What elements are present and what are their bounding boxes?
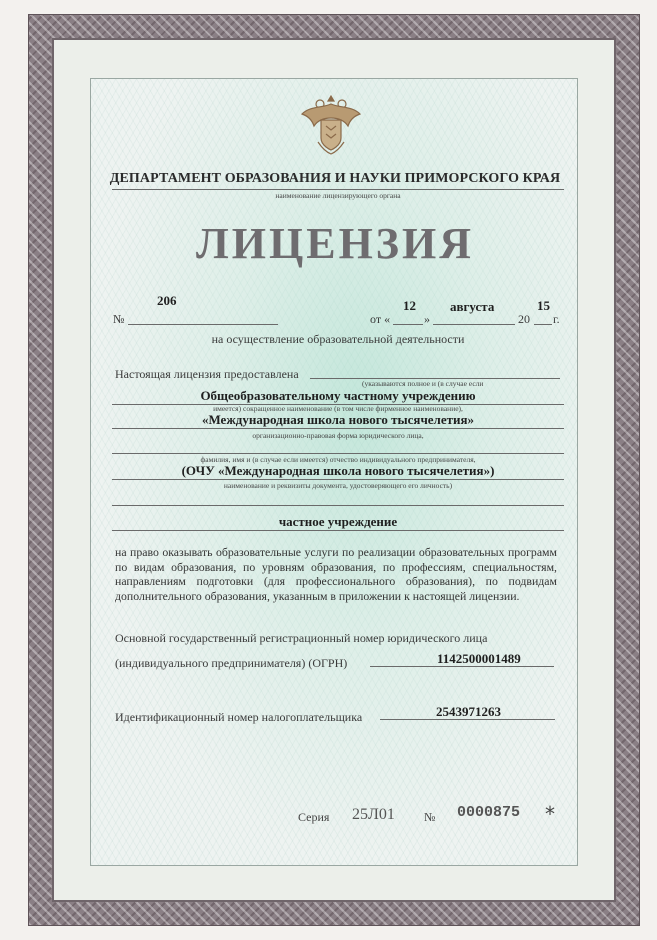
- license-number: 206: [157, 293, 177, 308]
- ogrn-underline: [370, 666, 554, 667]
- ogrn-label-2: (индивидуального предпринимателя) (ОГРН): [115, 656, 348, 670]
- inn-value: 2543971263: [436, 704, 501, 719]
- grantee-name-line-1: Общеобразовательному частному учреждению: [200, 388, 476, 403]
- issuer-name: ДЕПАРТАМЕНТ ОБРАЗОВАНИЯ И НАУКИ ПРИМОРСКОГО КРАЯ: [109, 171, 561, 186]
- grantee-note-3: организационно-правовая форма юридического лица,: [252, 431, 424, 440]
- grantee-note-1: (указываются полное и (в случае если: [362, 379, 484, 388]
- month-underline: [433, 324, 515, 325]
- grantee-name-line-2: «Международная школа нового тысячелетия»: [201, 412, 475, 427]
- series-label: Серия: [298, 810, 330, 824]
- legal-form-underline: [112, 530, 564, 531]
- day-underline: [393, 324, 423, 325]
- number-underline: [128, 324, 278, 325]
- grantee-note-4: фамилия, имя и (в случае если имеется) отчество индивидуального предпринимателя,: [200, 455, 476, 464]
- coat-of-arms-emblem: [296, 90, 366, 160]
- date-day: 12: [403, 298, 416, 313]
- serial-number: 0000875: [457, 804, 521, 821]
- serial-number-label: №: [424, 810, 436, 824]
- ogrn-value: 1142500001489: [437, 651, 521, 666]
- license-purpose: на осуществление образовательной деятельности: [211, 332, 465, 346]
- year-abbr: г.: [553, 312, 560, 326]
- grantee-line-2-underline: [112, 428, 564, 429]
- date-quote-close: »: [424, 312, 430, 326]
- rights-paragraph: на право оказывать образовательные услуги по реализации образовательных программ по видам образования, по уровням образования, по профессиям, специальностям, направлениям подготовки (для профессионального образования), по подвидам дополнительного образования, указанным в приложении к настоящей лицензии.: [115, 545, 557, 604]
- year-suffix: 15: [537, 298, 550, 313]
- grantee-note-2: имеется) сокращенное наименование (в том числе фирменное наименование),: [213, 404, 463, 413]
- legal-form: частное учреждение: [278, 514, 398, 529]
- date-month: августа: [450, 299, 495, 314]
- grantee-blank-line: [112, 505, 564, 506]
- grantee-short-name: (ОЧУ «Международная школа нового тысячелетия»): [181, 463, 495, 478]
- grantee-note-5: наименование и реквизиты документа, удостоверяющего его личность): [223, 481, 453, 490]
- number-label: №: [113, 312, 125, 326]
- date-from-label: от «: [370, 312, 391, 326]
- granted-label: Настоящая лицензия предоставлена: [115, 367, 299, 381]
- ogrn-label-1: Основной государственный регистрационный номер юридического лица: [115, 631, 488, 645]
- serial-mark: *: [545, 802, 555, 826]
- document-title: ЛИЦЕНЗИЯ: [195, 219, 475, 268]
- year-underline: [534, 324, 552, 325]
- series-value: 25Л01: [352, 806, 395, 823]
- short-name-underline: [112, 479, 564, 480]
- year-prefix: 20: [518, 312, 530, 326]
- inn-label: Идентификационный номер налогоплательщика: [115, 710, 363, 724]
- inn-underline: [380, 719, 555, 720]
- grantee-empty-line: [112, 453, 564, 454]
- issuer-underline: [112, 189, 564, 190]
- issuer-caption: наименование лицензирующего органа: [275, 191, 401, 200]
